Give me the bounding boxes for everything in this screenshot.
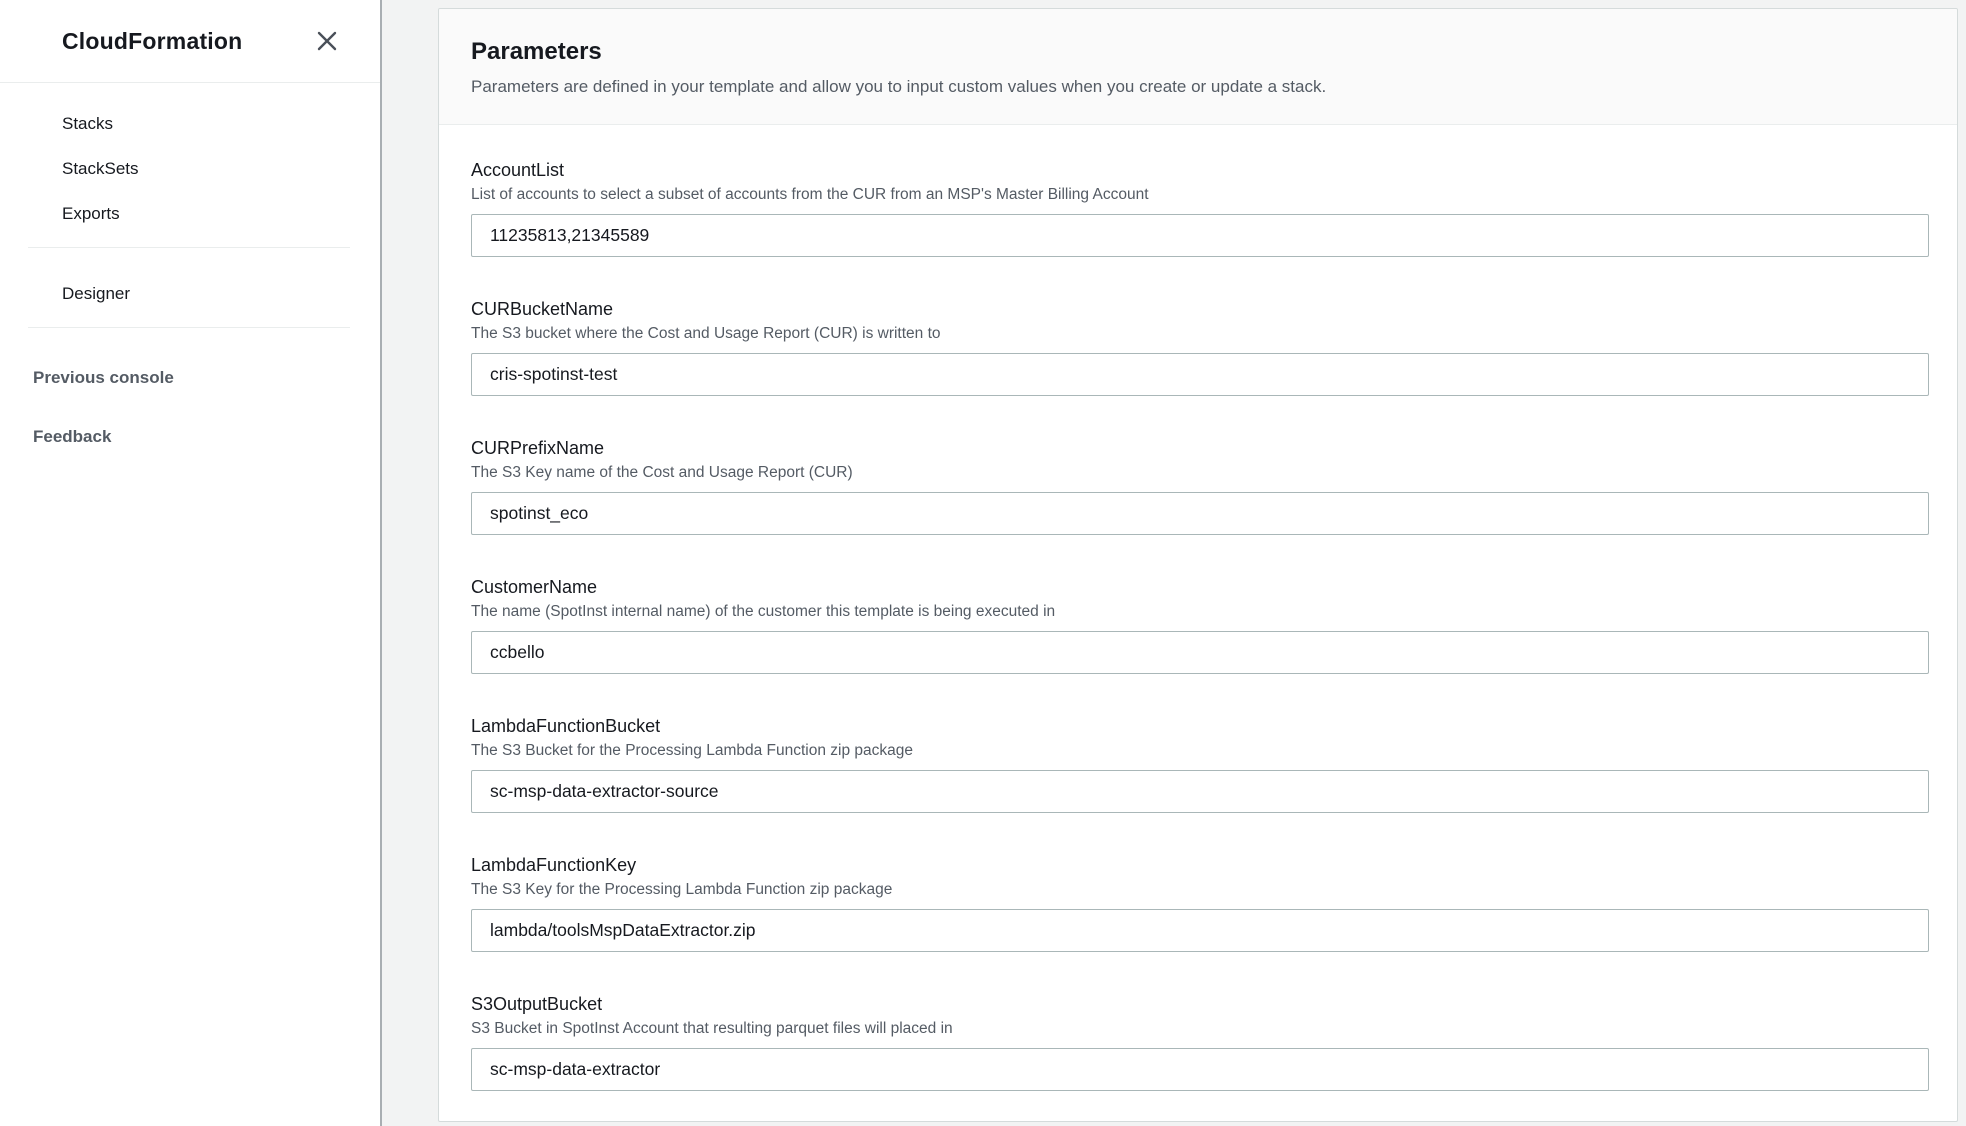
parameter-field <box>471 992 1929 1091</box>
parameters-panel-header <box>439 9 1957 125</box>
sidebar-item-exports[interactable]: Exports <box>62 203 120 223</box>
parameter-description: The S3 Bucket for the Processing Lambda Function zip package <box>471 742 913 759</box>
lambda-function-key-input[interactable] <box>471 909 1929 952</box>
parameter-field <box>471 158 1929 257</box>
parameter-field <box>471 575 1929 674</box>
parameter-description: The name (SpotInst internal name) of the customer this template is being executed in <box>471 603 1056 620</box>
parameter-description: S3 Bucket in SpotInst Account that resulting parquet files will placed in <box>471 1020 953 1037</box>
nav-list <box>0 83 380 236</box>
close-button[interactable] <box>314 28 340 54</box>
parameters-panel-body <box>439 125 1957 1121</box>
parameter-description: The S3 Key for the Processing Lambda Function zip package <box>471 881 893 898</box>
parameter-description: The S3 Key name of the Cost and Usage Report (CUR) <box>471 464 853 481</box>
parameter-description: The S3 bucket where the Cost and Usage Report (CUR) is written to <box>471 325 941 342</box>
parameter-description: List of accounts to select a subset of accounts from the CUR from an MSP's Master Billing Account <box>471 186 1149 203</box>
panel-title: Parameters <box>471 38 602 65</box>
parameter-label: LambdaFunctionKey <box>471 855 637 875</box>
sidebar-nav <box>0 83 380 449</box>
lambda-function-bucket-input[interactable] <box>471 770 1929 813</box>
parameter-label: CURPrefixName <box>471 438 605 458</box>
parameter-label: AccountList <box>471 160 565 180</box>
divider <box>28 327 350 328</box>
s3-output-bucket-input[interactable] <box>471 1048 1929 1091</box>
parameter-label: CURBucketName <box>471 299 614 319</box>
parameter-label: S3OutputBucket <box>471 994 603 1014</box>
parameter-field <box>471 436 1929 535</box>
parameter-field <box>471 714 1929 813</box>
parameters-panel <box>438 8 1958 1122</box>
close-icon <box>316 30 338 52</box>
feedback-link[interactable]: Feedback <box>33 427 112 446</box>
nav-list-secondary <box>0 271 380 316</box>
parameter-label: CustomerName <box>471 577 598 597</box>
parameter-label: LambdaFunctionBucket <box>471 716 661 736</box>
account-list-input[interactable] <box>471 214 1929 257</box>
sidebar <box>0 0 382 1126</box>
sidebar-item-designer[interactable]: Designer <box>62 283 131 303</box>
cur-bucket-name-input[interactable] <box>471 353 1929 396</box>
divider <box>28 247 350 248</box>
sidebar-footer <box>0 366 380 449</box>
sidebar-title: CloudFormation <box>62 27 243 54</box>
cur-prefix-name-input[interactable] <box>471 492 1929 535</box>
sidebar-item-stacksets[interactable]: StackSets <box>62 158 139 178</box>
parameter-field <box>471 853 1929 952</box>
customer-name-input[interactable] <box>471 631 1929 674</box>
main-content <box>382 0 1966 1126</box>
sidebar-header <box>0 0 380 83</box>
panel-description: Parameters are defined in your template and allow you to input custom values when you create or update a stack. <box>471 77 1327 96</box>
sidebar-item-stacks[interactable]: Stacks <box>62 113 114 133</box>
previous-console-link[interactable]: Previous console <box>33 368 174 387</box>
parameter-field <box>471 297 1929 396</box>
